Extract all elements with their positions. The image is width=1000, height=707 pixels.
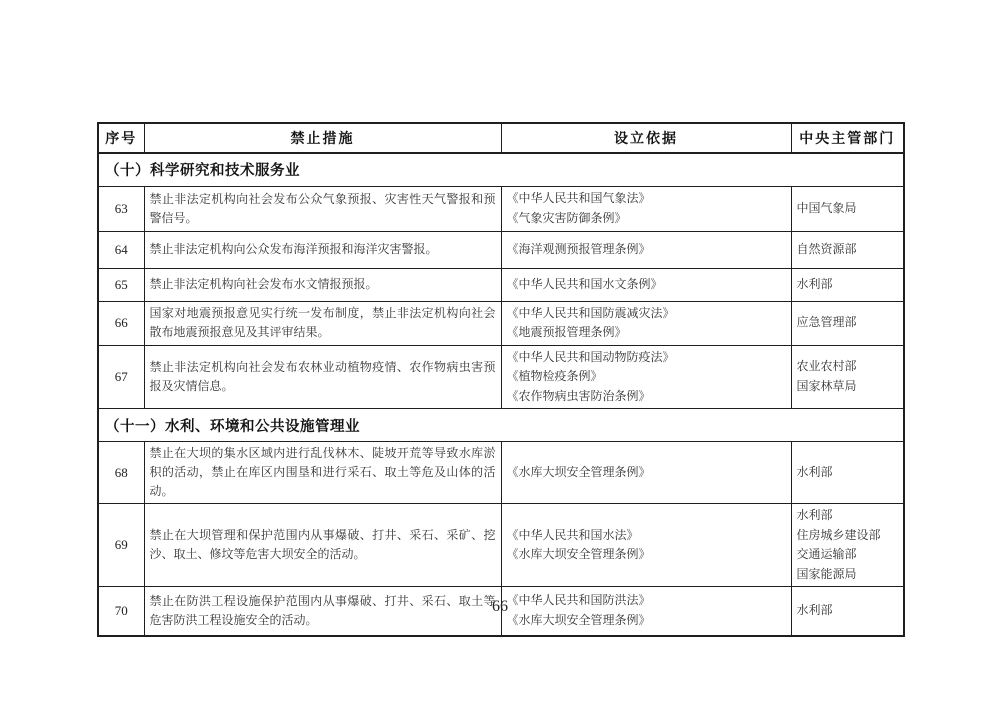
department-cell [791, 186, 904, 231]
cell-line: 《中华人民共和国防洪法》 [506, 593, 651, 608]
basis-cell [501, 442, 791, 504]
cell-line: 《水库大坝安全管理条例》 [506, 612, 651, 627]
table-row [98, 186, 904, 231]
row-number-cell: 64 [98, 231, 144, 268]
department-cell [791, 268, 904, 301]
table-row [98, 345, 904, 409]
table-row [98, 301, 904, 345]
department-cell [791, 504, 904, 587]
cell-line: 《中华人民共和国防震减灾法》 [506, 305, 675, 320]
cell-line: 应急管理部 [796, 315, 857, 330]
column-header-basis: 设立依据 [501, 123, 791, 153]
table-row [98, 442, 904, 504]
cell-line: 《海洋观测预报管理条例》 [506, 241, 651, 256]
measure-cell: 禁止在大坝的集水区域内进行乱伐林木、陡坡开荒等导致水库淤积的活动，禁止在库区内围垦和进行采石、取土等危及山体的活动。 [144, 442, 501, 504]
cell-line: 农业农村部 [796, 359, 857, 374]
cell-line: 自然资源部 [796, 241, 857, 256]
measure-cell: 禁止非法定机构向社会发布水文情报预报。 [144, 268, 501, 301]
row-number-cell: 69 [98, 504, 144, 587]
cell-line: 《植物检疫条例》 [506, 369, 603, 383]
department-cell [791, 345, 904, 409]
cell-line: 《气象灾害防御条例》 [506, 210, 627, 225]
cell-line: 水利部 [796, 464, 833, 479]
cell-line: 《地震预报管理条例》 [506, 325, 627, 339]
cell-line: 国家林草局 [796, 378, 857, 393]
measure-cell: 禁止非法定机构向社会发布农林业动植物疫情、农作物病虫害预报及灾情信息。 [144, 345, 501, 409]
row-number-cell: 66 [98, 301, 144, 345]
row-number-cell: 67 [98, 345, 144, 409]
basis-cell [501, 345, 791, 409]
section-row-10 [98, 153, 904, 186]
cell-line: 交通运输部 [796, 547, 857, 561]
measure-cell: 国家对地震预报意见实行统一发布制度，禁止非法定机构向社会散布地震预报意见及其评审结果。 [144, 301, 501, 345]
column-header-no: 序号 [98, 123, 144, 153]
cell-line: 水利部 [796, 508, 833, 522]
cell-line: 水利部 [796, 603, 833, 617]
measure-cell: 禁止在大坝管理和保护范围内从事爆破、打井、采石、采矿、挖沙、取土、修坟等危害大坝安全的活动。 [144, 504, 501, 587]
cell-line: 《中华人民共和国气象法》 [506, 191, 651, 205]
cell-line: 中国气象局 [796, 200, 857, 215]
section-label: （十）科学研究和技术服务业 [98, 153, 904, 186]
row-number-cell: 70 [98, 587, 144, 636]
cell-line: 国家能源局 [796, 566, 857, 581]
department-cell [791, 231, 904, 268]
row-number-cell: 65 [98, 268, 144, 301]
cell-line: 《水库大坝安全管理条例》 [506, 464, 651, 479]
cell-line: 《中华人民共和国水法》 [506, 527, 639, 542]
cell-line: 水利部 [796, 276, 833, 291]
cell-line: 住房城乡建设部 [796, 527, 881, 542]
basis-cell [501, 268, 791, 301]
basis-cell [501, 186, 791, 231]
row-number-cell: 68 [98, 442, 144, 504]
section-label: （十一）水利、环境和公共设施管理业 [98, 409, 904, 442]
measure-cell: 禁止在防洪工程设施保护范围内从事爆破、打井、采石、取土等危害防洪工程设施安全的活动。 [144, 587, 501, 636]
cell-line: 《农作物病虫害防治条例》 [506, 388, 651, 403]
page-number: 66 [492, 598, 508, 615]
table-header-row [98, 123, 904, 153]
basis-cell [501, 504, 791, 587]
table-row [98, 268, 904, 301]
column-header-measure: 禁止措施 [144, 123, 501, 153]
table-row [98, 231, 904, 268]
cell-line: 《中华人民共和国动物防疫法》 [506, 349, 675, 364]
section-row-11 [98, 409, 904, 442]
basis-cell [501, 231, 791, 268]
measure-cell: 禁止非法定机构向公众发布海洋预报和海洋灾害警报。 [144, 231, 501, 268]
cell-line: 《中华人民共和国水文条例》 [506, 276, 663, 291]
table-row [98, 504, 904, 587]
cell-line: 《水库大坝安全管理条例》 [506, 547, 651, 561]
column-header-department: 中央主管部门 [791, 123, 904, 153]
regulation-table [97, 122, 905, 637]
basis-cell [501, 301, 791, 345]
row-number-cell: 63 [98, 186, 144, 231]
department-cell [791, 301, 904, 345]
department-cell [791, 442, 904, 504]
measure-cell: 禁止非法定机构向社会发布公众气象预报、灾害性天气警报和预警信号。 [144, 186, 501, 231]
